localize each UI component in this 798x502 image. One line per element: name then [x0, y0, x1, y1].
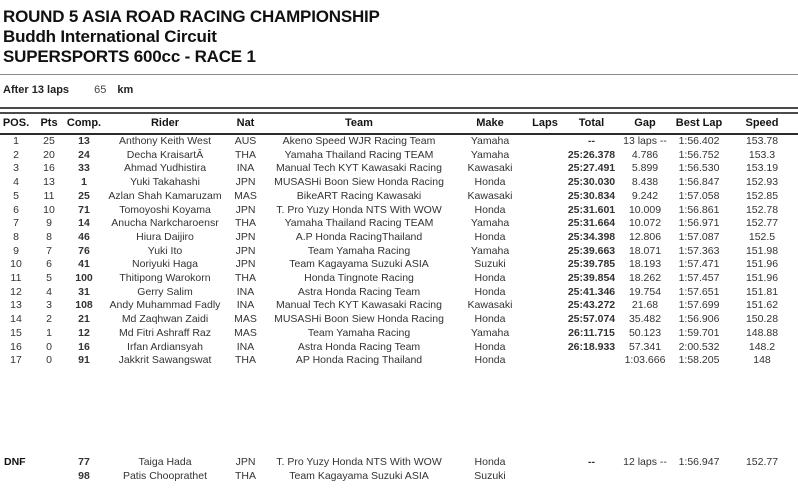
- result-row: [0, 204, 798, 218]
- cell-total: 25:30.030: [567, 176, 616, 189]
- cell-team: Team Kagayama Suzuki ASIA: [289, 469, 429, 482]
- cell-best_lap: 2:00.532: [678, 340, 720, 353]
- cell-gap: 9.242: [631, 189, 659, 202]
- cell-best_lap: 1:57.471: [678, 258, 720, 271]
- cell-speed: [726, 470, 798, 484]
- cell-laps: [525, 272, 565, 286]
- cell-make: Yamaha: [470, 148, 510, 161]
- cell-comp: 98: [78, 469, 90, 482]
- cell-nat: THA: [235, 354, 256, 367]
- cell-best_lap: 1:56.530: [678, 162, 720, 175]
- cell-best_lap: 1:57.651: [678, 285, 720, 298]
- cell-comp: 108: [75, 299, 93, 312]
- laps-completed-label: After 13 laps: [3, 84, 70, 96]
- cell-comp: 91: [78, 354, 90, 367]
- cell-rider: Anucha Narkcharoensr: [111, 217, 219, 230]
- cell-best_lap: 1:56.752: [678, 148, 720, 161]
- cell-rider: Gerry Salim: [137, 285, 193, 298]
- cell-best_lap: [672, 470, 726, 484]
- cell-pos: 8: [13, 230, 19, 243]
- cell-make: Honda: [474, 354, 506, 367]
- cell-laps: [525, 231, 565, 245]
- cell-team: Team Yamaha Racing: [307, 244, 411, 257]
- cell-pos: 7: [13, 217, 19, 230]
- cell-pos: 5: [13, 189, 19, 202]
- cell-best_lap: 1:56.861: [678, 203, 720, 216]
- cell-pos: DNF: [4, 455, 26, 468]
- cell-best_lap: 1:56.947: [678, 455, 720, 468]
- cell-pos: 10: [10, 258, 22, 271]
- cell-comp: 25: [78, 189, 90, 202]
- cell-make: Kawasaki: [467, 162, 513, 175]
- cell-best_lap: 1:56.906: [678, 313, 720, 326]
- cell-make: Honda: [474, 285, 506, 298]
- cell-rider: Jakkrit Sawangswat: [118, 354, 212, 367]
- cell-laps: [525, 134, 565, 149]
- cell-comp: 31: [78, 285, 90, 298]
- cell-laps: [525, 258, 565, 272]
- cell-rider: Irfan Ardiansyah: [127, 340, 203, 353]
- cell-gap: 5.899: [631, 162, 659, 175]
- cell-pos: 11: [10, 272, 22, 285]
- cell-make: Honda: [474, 230, 506, 243]
- cell-make: Yamaha: [470, 244, 510, 257]
- cell-total: 25:39.854: [567, 272, 616, 285]
- cell-speed: 151.62: [745, 299, 779, 312]
- cell-speed: 151.96: [745, 258, 779, 271]
- cell-make: Honda: [474, 455, 506, 468]
- cell-laps: [525, 176, 565, 190]
- cell-pts: 4: [46, 285, 52, 298]
- cell-pts: 0: [46, 354, 52, 367]
- cell-comp: 46: [78, 230, 90, 243]
- column-header-pts: Pts: [32, 114, 66, 134]
- cell-team: Astra Honda Racing Team: [297, 340, 421, 353]
- cell-gap: 12 laps --: [623, 455, 667, 468]
- cell-total: 25:31.664: [567, 217, 616, 230]
- cell-rider: Tomoyoshi Koyama: [119, 203, 211, 216]
- cell-pos: 14: [10, 313, 22, 326]
- cell-make: Honda: [474, 176, 506, 189]
- cell-comp: 12: [78, 326, 90, 339]
- race-class-title: SUPERSPORTS 600cc - RACE 1: [3, 47, 256, 66]
- cell-rider: Patis Chooprathet: [122, 469, 208, 482]
- dnf-table: [0, 456, 798, 483]
- column-header-rider: Rider: [102, 114, 228, 134]
- cell-laps: [525, 190, 565, 204]
- cell-make: Honda: [474, 272, 506, 285]
- cell-team: AP Honda Racing Thailand: [295, 354, 423, 367]
- cell-make: Yamaha: [470, 217, 510, 230]
- cell-nat: THA: [235, 217, 256, 230]
- cell-best_lap: 1:56.847: [678, 176, 720, 189]
- cell-best_lap: 1:57.457: [678, 272, 720, 285]
- cell-team: Astra Honda Racing Team: [297, 285, 421, 298]
- cell-laps: [525, 286, 565, 300]
- results-table-header: [0, 114, 798, 134]
- cell-comp: 13: [78, 135, 90, 147]
- cell-rider: Noriyuki Haga: [132, 258, 198, 271]
- results-table-body: [0, 134, 798, 368]
- cell-best_lap: 1:57.087: [678, 230, 720, 243]
- result-row: [0, 134, 798, 149]
- cell-gap: 8.438: [631, 176, 659, 189]
- column-header-nat: Nat: [228, 114, 263, 134]
- cell-gap: 57.341: [628, 340, 662, 353]
- cell-total: 25:30.834: [567, 189, 616, 202]
- cell-speed: 153.19: [745, 162, 779, 175]
- cell-laps: [525, 299, 565, 313]
- cell-pos: [0, 470, 32, 484]
- cell-nat: JPN: [235, 176, 256, 189]
- cell-team: A.P Honda RacingThailand: [295, 230, 423, 243]
- cell-pts: 20: [43, 148, 55, 161]
- distance-unit: km: [117, 84, 134, 96]
- cell-speed: 152.93: [745, 176, 779, 189]
- cell-nat: THA: [235, 148, 256, 161]
- cell-total: 25:57.074: [567, 313, 616, 326]
- cell-make: Suzuki: [474, 469, 506, 482]
- cell-pts: 5: [46, 272, 52, 285]
- cell-pos: 13: [10, 299, 22, 312]
- cell-gap: 19.754: [628, 285, 662, 298]
- cell-comp: 24: [78, 148, 90, 161]
- column-header-laps: Laps: [525, 114, 565, 134]
- cell-team: MUSASHi Boon Siew Honda Racing: [274, 313, 444, 326]
- column-header-gap: Gap: [618, 114, 672, 134]
- header-row: [0, 114, 798, 134]
- cell-make: Yamaha: [470, 135, 510, 147]
- cell-pts: 9: [46, 217, 52, 230]
- cell-speed: 150.28: [745, 313, 779, 326]
- cell-best_lap: 1:57.058: [678, 189, 720, 202]
- cell-comp: 1: [81, 176, 87, 189]
- cell-nat: JPN: [235, 203, 256, 216]
- cell-team: Team Kagayama Suzuki ASIA: [289, 258, 429, 271]
- cell-pos: 9: [13, 244, 19, 257]
- results-table: [0, 114, 798, 368]
- cell-pos: 2: [13, 148, 19, 161]
- cell-nat: INA: [236, 285, 255, 298]
- cell-speed: 152.77: [745, 455, 779, 468]
- championship-title: ROUND 5 ASIA ROAD RACING CHAMPIONSHIP: [3, 7, 380, 26]
- cell-laps: [525, 341, 565, 355]
- table-top-rule: [0, 107, 798, 114]
- cell-best_lap: 1:57.363: [678, 244, 720, 257]
- cell-laps: [525, 149, 565, 163]
- cell-rider: Yuki Takahashi: [130, 176, 200, 189]
- cell-rider: Yuki Ito: [147, 244, 183, 257]
- cell-rider: Anthony Keith West: [118, 135, 212, 147]
- cell-total: 25:26.378: [567, 148, 616, 161]
- cell-total: --: [588, 135, 595, 147]
- cell-pos: 16: [10, 340, 22, 353]
- header-divider: [0, 74, 798, 75]
- cell-rider: Azlan Shah Kamaruzam: [108, 189, 222, 202]
- result-row: [0, 190, 798, 204]
- result-row: [0, 176, 798, 190]
- cell-pts: 3: [46, 299, 52, 312]
- cell-pts: 1: [46, 326, 52, 339]
- cell-speed: 151.81: [745, 285, 779, 298]
- cell-team: T. Pro Yuzy Honda NTS With WOW: [276, 203, 442, 216]
- cell-gap: 21.68: [631, 299, 659, 312]
- circuit-name: Buddh International Circuit: [3, 27, 217, 46]
- document-header: [0, 0, 798, 67]
- cell-make: Kawasaki: [467, 189, 513, 202]
- cell-gap: 18.262: [628, 272, 662, 285]
- cell-comp: 76: [78, 244, 90, 257]
- cell-gap: 12.806: [628, 230, 662, 243]
- cell-laps: [525, 217, 565, 231]
- result-row: [0, 272, 798, 286]
- cell-laps: [525, 245, 565, 259]
- result-row: [0, 162, 798, 176]
- cell-nat: THA: [235, 272, 256, 285]
- cell-gap: 50.123: [628, 326, 662, 339]
- cell-total: [565, 470, 618, 484]
- cell-team: T. Pro Yuzy Honda NTS With WOW: [276, 455, 442, 468]
- cell-laps: [525, 327, 565, 341]
- cell-team: MUSASHi Boon Siew Honda Racing: [274, 176, 444, 189]
- cell-nat: THA: [235, 469, 256, 482]
- cell-gap: 18.071: [628, 244, 662, 257]
- cell-nat: INA: [236, 340, 255, 353]
- cell-rider: Andy Muhammad Fadly: [109, 299, 221, 312]
- cell-laps: [525, 456, 565, 470]
- cell-total: 25:39.785: [567, 258, 616, 271]
- cell-comp: 71: [78, 203, 90, 216]
- cell-total: --: [588, 455, 595, 468]
- cell-rider: Thitipong Warokorn: [119, 272, 211, 285]
- cell-team: Honda Tingnote Racing: [304, 272, 414, 285]
- race-info-line: [3, 84, 798, 98]
- cell-nat: JPN: [235, 258, 256, 271]
- cell-speed: 152.5: [748, 230, 776, 243]
- cell-gap: 35.482: [628, 313, 662, 326]
- cell-laps: [525, 204, 565, 218]
- cell-rider: Decha KraisartÂ: [126, 148, 204, 161]
- cell-best_lap: 1:59.701: [678, 326, 720, 339]
- result-row: [0, 341, 798, 355]
- cell-speed: 153.78: [745, 135, 779, 147]
- cell-nat: MAS: [234, 326, 257, 339]
- cell-pts: 13: [43, 176, 55, 189]
- cell-pos: 12: [10, 285, 22, 298]
- column-header-pos: POS.: [0, 114, 32, 134]
- result-row: [0, 258, 798, 272]
- cell-speed: 148: [753, 354, 771, 367]
- cell-best_lap: 1:56.402: [678, 135, 720, 147]
- cell-nat: INA: [236, 162, 255, 175]
- cell-pts: 11: [43, 189, 55, 202]
- cell-make: Yamaha: [470, 326, 510, 339]
- dnf-row: [0, 456, 798, 470]
- cell-rider: Hiura Daijiro: [136, 230, 194, 243]
- result-row: [0, 354, 798, 368]
- cell-best_lap: 1:56.971: [678, 217, 720, 230]
- cell-total: 25:43.272: [567, 299, 616, 312]
- result-row: [0, 245, 798, 259]
- cell-laps: [525, 354, 565, 368]
- distance-value: 65: [94, 84, 107, 96]
- cell-comp: 21: [78, 313, 90, 326]
- cell-team: Akeno Speed WJR Racing Team: [282, 135, 436, 147]
- cell-speed: 152.78: [745, 203, 779, 216]
- cell-total: 26:11.715: [568, 326, 615, 339]
- column-header-total: Total: [565, 114, 618, 134]
- dnf-table-body: [0, 456, 798, 483]
- result-row: [0, 313, 798, 327]
- cell-nat: JPN: [235, 230, 256, 243]
- dnf-row: [0, 470, 798, 484]
- cell-comp: 16: [78, 340, 90, 353]
- column-header-best_lap: Best Lap: [672, 114, 726, 134]
- cell-pts: 8: [46, 230, 52, 243]
- result-row: [0, 231, 798, 245]
- result-row: [0, 217, 798, 231]
- cell-total: 25:31.601: [567, 203, 616, 216]
- result-row: [0, 327, 798, 341]
- cell-rider: Taiga Hada: [138, 455, 192, 468]
- cell-pts: 6: [46, 258, 52, 271]
- column-header-comp: Comp.: [66, 114, 102, 134]
- cell-laps: [525, 313, 565, 327]
- cell-pos: 4: [13, 176, 19, 189]
- cell-comp: 77: [78, 455, 90, 468]
- result-row: [0, 286, 798, 300]
- cell-pts: 16: [43, 162, 55, 175]
- cell-rider: Ahmad Yudhistira: [123, 162, 207, 175]
- cell-speed: 148.2: [748, 340, 776, 353]
- cell-gap: 4.786: [631, 148, 659, 161]
- cell-pos: 3: [13, 162, 19, 175]
- cell-comp: 41: [78, 258, 90, 271]
- cell-rider: Md Fitri Ashraff Raz: [119, 326, 211, 339]
- cell-total: 25:39.663: [567, 244, 616, 257]
- cell-nat: INA: [236, 299, 255, 312]
- cell-team: BikeART Racing Kawasaki: [296, 189, 422, 202]
- column-header-speed: Speed: [726, 114, 798, 134]
- cell-total: 25:27.491: [567, 162, 616, 175]
- cell-speed: 153.3: [748, 148, 776, 161]
- cell-make: Honda: [474, 340, 506, 353]
- cell-comp: 33: [78, 162, 90, 175]
- cell-gap: 1:03.666: [624, 354, 666, 367]
- cell-pts: 0: [46, 340, 52, 353]
- cell-pos: 17: [10, 354, 22, 367]
- cell-team: Yamaha Thailand Racing TEAM: [284, 217, 434, 230]
- cell-laps: [525, 470, 565, 484]
- cell-nat: MAS: [234, 189, 257, 202]
- cell-gap: 10.072: [628, 217, 662, 230]
- cell-make: Suzuki: [474, 258, 506, 271]
- cell-make: Honda: [474, 313, 506, 326]
- cell-nat: MAS: [234, 313, 257, 326]
- cell-total: 26:18.933: [567, 340, 616, 353]
- column-header-make: Make: [455, 114, 525, 134]
- result-row: [0, 149, 798, 163]
- cell-nat: JPN: [235, 244, 256, 257]
- cell-team: Manual Tech KYT Kawasaki Racing: [276, 162, 442, 175]
- cell-total: [565, 354, 618, 368]
- cell-laps: [525, 162, 565, 176]
- cell-make: Kawasaki: [467, 299, 513, 312]
- cell-nat: AUS: [234, 135, 257, 147]
- cell-team: Manual Tech KYT Kawasaki Racing: [276, 299, 442, 312]
- cell-pos: 1: [13, 135, 19, 147]
- cell-pts: [32, 470, 66, 484]
- cell-pts: 10: [43, 203, 55, 216]
- cell-total: 25:34.398: [567, 230, 616, 243]
- cell-gap: [618, 470, 672, 484]
- cell-comp: 100: [75, 272, 93, 285]
- cell-best_lap: 1:57.699: [678, 299, 720, 312]
- cell-team: Team Yamaha Racing: [307, 326, 411, 339]
- result-row: [0, 299, 798, 313]
- cell-comp: 14: [78, 217, 90, 230]
- cell-speed: 151.96: [745, 272, 779, 285]
- cell-pts: 7: [46, 244, 52, 257]
- cell-gap: 13 laps --: [623, 135, 667, 147]
- cell-gap: 10.009: [628, 203, 662, 216]
- cell-make: Honda: [474, 203, 506, 216]
- cell-pos: 6: [13, 203, 19, 216]
- cell-team: Yamaha Thailand Racing TEAM: [284, 148, 434, 161]
- cell-pts: [32, 456, 66, 470]
- cell-rider: Md Zaqhwan Zaidi: [121, 313, 209, 326]
- cell-gap: 18.193: [628, 258, 662, 271]
- cell-pos: 15: [10, 326, 22, 339]
- cell-best_lap: 1:58.205: [678, 354, 720, 367]
- cell-speed: 152.77: [745, 217, 779, 230]
- column-header-team: Team: [263, 114, 455, 134]
- cell-nat: JPN: [235, 455, 256, 468]
- cell-pts: 25: [43, 135, 55, 147]
- cell-speed: 148.88: [745, 326, 779, 339]
- cell-speed: 152.85: [745, 189, 779, 202]
- cell-speed: 151.98: [745, 244, 779, 257]
- cell-pts: 2: [46, 313, 52, 326]
- cell-total: 25:41.346: [567, 285, 616, 298]
